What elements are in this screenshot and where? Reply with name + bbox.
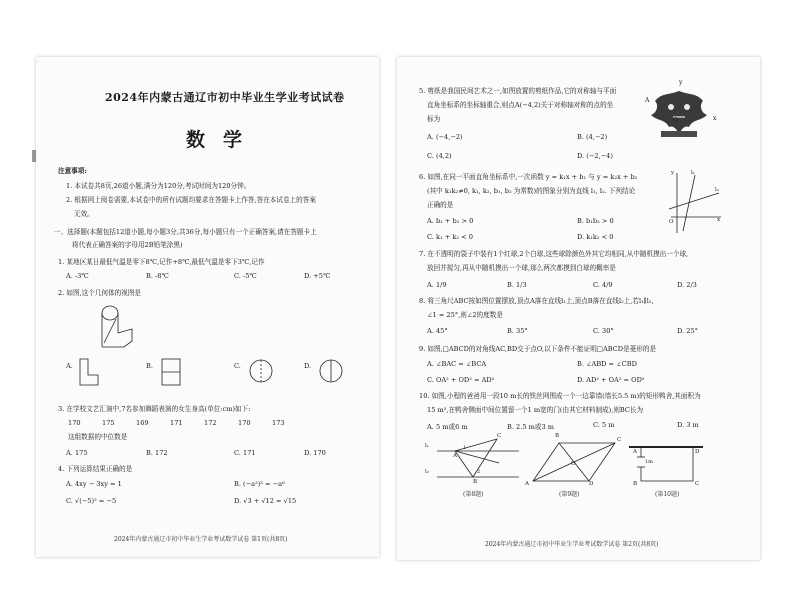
- page-1-footer: 2024年内蒙古通辽市初中毕业生学业考试数学试卷 第1页(共8页): [114, 536, 288, 543]
- notice-1: 1. 本试卷共8页,26道小题,满分为120分,考试时间为120分钟。: [66, 182, 251, 190]
- q6-option-a: A. b₁ + b₂ > 0: [427, 217, 474, 225]
- q2-option-a: A.: [66, 362, 73, 370]
- q3-height-3: 169: [136, 419, 149, 427]
- q5-option-b: B. (4,−2): [577, 133, 608, 141]
- q3-stem: 3. 在学校文艺汇演中,7名参加舞蹈表演的女生身高(单位:cm)如下:: [58, 405, 251, 413]
- q5-stem-3: 标为: [427, 115, 441, 123]
- q4-option-b: B. (−a²)³ = −a⁶: [234, 480, 285, 488]
- page-2-footer: 2024年内蒙古通辽市初中毕业生学业考试数学试卷 第2页(共8页): [485, 541, 659, 548]
- q8-caption: (第8题): [463, 491, 484, 498]
- q10-label-a: A: [633, 449, 637, 455]
- q6-stem-1: 6. 如图,在同一平面直角坐标系中,一次函数 y = k₁x + b₁ 与 y = k₂x + b₂: [419, 173, 638, 181]
- q6-option-b: B. b₁b₂ > 0: [577, 217, 614, 225]
- papercut-artwork-icon: [647, 85, 711, 143]
- q6-label-l2: l₂: [715, 187, 719, 193]
- q8-label-c: C: [497, 433, 502, 439]
- q10-option-c: C. 5 m: [593, 421, 615, 429]
- q6-stem-3: 正确的是: [427, 201, 454, 209]
- q8-option-c: C. 30°: [593, 327, 614, 335]
- q7-option-c: C. 4/9: [593, 281, 613, 289]
- q1-option-c: C. -5℃: [234, 272, 257, 280]
- q8-label-a: A: [453, 453, 457, 459]
- q3-option-c: C. 171: [234, 449, 256, 457]
- notice-heading: 注意事项:: [58, 167, 87, 175]
- q3-height-7: 173: [272, 419, 285, 427]
- q2-option-d: D.: [304, 362, 312, 370]
- q8-label-b: B: [473, 479, 478, 485]
- q3-height-4: 171: [170, 419, 183, 427]
- q1-option-d: D. +5℃: [304, 272, 331, 280]
- q3-height-2: 175: [102, 419, 115, 427]
- q9-label-o: O: [571, 461, 576, 467]
- q2-option-b-figure: [160, 357, 182, 387]
- q9-label-d: D: [589, 481, 594, 487]
- q6-label-o: O: [669, 219, 674, 225]
- q10-option-b: B. 2.5 m或3 m: [507, 423, 555, 431]
- q10-stem-1: 10. 如图,小程的爸爸用一段10 m长的铁丝网围成一个一边靠墙(墙长5.5 m)的矩形鸭舍,其面积为: [419, 392, 701, 400]
- q3-option-d: D. 170: [304, 449, 326, 457]
- q5-figure-label-x: x: [713, 115, 717, 122]
- q10-option-a: A. 5 m或6 m: [427, 423, 468, 431]
- q9-option-c: C. OA² + OD² = AD²: [427, 376, 495, 384]
- q9-label-b: B: [555, 433, 560, 439]
- exam-title: 2024年内蒙古通辽市初中毕业生学业考试试卷: [105, 91, 345, 104]
- q8-stem-1: 8. 将三角尺ABC按如图位置摆放,顶点A落在直线l₁上,顶点B落在直线l₂上,若l₁∥l₂,: [419, 297, 654, 305]
- q1-stem: 1. 某地区某日最低气温是零下8℃,记作+8℃,最低气温是零下3℃,记作: [58, 258, 265, 266]
- q5-option-d: D. (−2,−4): [577, 152, 613, 160]
- q5-stem-1: 5. 剪纸是我国民间艺术之一,如图放置的剪纸作品,它的对称轴与平面: [419, 87, 617, 95]
- q4-option-a: A. 4xy − 3xy = 1: [66, 480, 122, 488]
- q4-option-c: C. √(−5)² = −5: [66, 497, 117, 505]
- q1-option-a: A. -3℃: [66, 272, 89, 280]
- q6-label-l1: l₁: [691, 170, 695, 176]
- q9-label-c: C: [617, 437, 622, 443]
- q10-label-c: C: [695, 481, 700, 487]
- q9-caption: (第9题): [559, 491, 580, 498]
- q4-stem: 4. 下列运算结果正确的是: [58, 465, 133, 473]
- q9-label-a: A: [525, 481, 529, 487]
- q6-option-d: D. k₁k₂ < 0: [577, 233, 614, 241]
- exam-page-2: [397, 57, 760, 560]
- q1-option-b: B. -8℃: [146, 272, 169, 280]
- q3-option-a: A. 175: [66, 449, 88, 457]
- q10-option-d: D. 3 m: [677, 421, 699, 429]
- q2-option-d-figure: [318, 358, 344, 384]
- q2-option-c-figure: [248, 358, 274, 384]
- q4-option-d: D. √3 + √12 = √15: [234, 497, 297, 505]
- q9-stem: 9. 如图,□ABCD的对角线AC,BD交于点O,以下条件不能证明□ABCD是菱形的是: [419, 345, 657, 353]
- notice-2: 2. 根据网上阅卷需要,本试卷中的所有试题均要求在答题卡上作答,答在本试卷上的答案: [66, 196, 316, 204]
- q6-stem-2: (其中 k₁k₂≠0, k₁, k₂, b₁, b₂ 为常数)的图象分别为直线 l₁, l₂. 下列结论: [427, 187, 636, 195]
- q6-label-y: y: [671, 170, 675, 176]
- q8-option-a: A. 45°: [427, 327, 448, 335]
- q10-label-b: B: [633, 481, 638, 487]
- q2-option-a-figure: [78, 357, 100, 387]
- q5-figure-label-o: O: [673, 117, 678, 124]
- q8-option-b: B. 35°: [507, 327, 528, 335]
- q8-stem-2: ∠1 = 25°,则∠2的度数是: [427, 311, 503, 319]
- q7-stem-2: 放回并搅匀,再从中随机摸出一个球,那么两次都摸到白球的概率是: [427, 264, 616, 272]
- q3-height-1: 170: [68, 419, 81, 427]
- q9-option-a: A. ∠BAC = ∠BCA: [427, 360, 487, 368]
- q8-label-l1: l₁: [425, 443, 429, 449]
- q10-enclosure-figure: [627, 441, 705, 487]
- q8-option-d: D. 25°: [677, 327, 698, 335]
- q7-stem-1: 7. 在不透明的袋子中装有1个红球,2个白球,这些球除颜色外其它均相同,从中随机摸出一个球,: [419, 250, 689, 258]
- q5-option-c: C. (4,2): [427, 152, 452, 160]
- q2-option-c: C.: [234, 362, 241, 370]
- q6-coordinate-figure: [665, 169, 723, 235]
- q3-option-b: B. 172: [146, 449, 168, 457]
- q3-height-6: 170: [238, 419, 251, 427]
- q10-label-d: D: [695, 449, 700, 455]
- q5-figure-label-a: A: [645, 97, 650, 104]
- q9-option-b: B. ∠ABD = ∠CBD: [577, 360, 637, 368]
- q10-label-door: 1m: [645, 459, 653, 465]
- q7-option-d: D. 2/3: [677, 281, 697, 289]
- q8-label-l2: l₂: [425, 469, 429, 475]
- q8-label-angle1: 1: [463, 445, 467, 451]
- q8-triangle-figure: [433, 437, 523, 489]
- notice-3: 无效。: [74, 210, 94, 218]
- exam-page-1: [36, 57, 379, 557]
- q5-stem-2: 直角坐标系的坐标轴重合,则点A(−4,2)关于对称轴对称的点的坐: [427, 101, 614, 109]
- cylinder-solid-figure: [98, 303, 138, 355]
- q9-option-d: D. AD² + OA² = OD²: [577, 376, 645, 384]
- q3-height-5: 172: [204, 419, 217, 427]
- subject-title: 数学: [186, 129, 261, 151]
- section1-heading: 一、选择题(本题包括12道小题,每小题3分,共36分,每小题只有一个正确答案,请在答题卡上: [54, 228, 317, 236]
- q7-option-a: A. 1/9: [427, 281, 447, 289]
- q3-stem2: 这组数据的中位数是: [68, 433, 128, 441]
- q10-caption: (第10题): [655, 491, 680, 498]
- q2-stem: 2. 如图,这个几何体的视图是: [58, 289, 142, 297]
- q2-option-b: B.: [146, 362, 153, 370]
- q6-option-c: C. k₁ + k₂ < 0: [427, 233, 473, 241]
- q7-option-b: B. 1/3: [507, 281, 527, 289]
- q5-figure-label-y: y: [679, 79, 683, 86]
- section1-heading-cont: 将代表正确答案的字母用2B铅笔涂黑): [72, 241, 183, 249]
- q10-stem-2: 15 m²,在鸭舍侧面中间位置留一个1 m宽的门(由其它材料制成),则BC长为: [427, 406, 644, 414]
- q5-option-a: A. (−4,−2): [427, 133, 463, 141]
- q6-label-x: x: [717, 217, 721, 223]
- q8-label-angle2: 2: [477, 469, 481, 475]
